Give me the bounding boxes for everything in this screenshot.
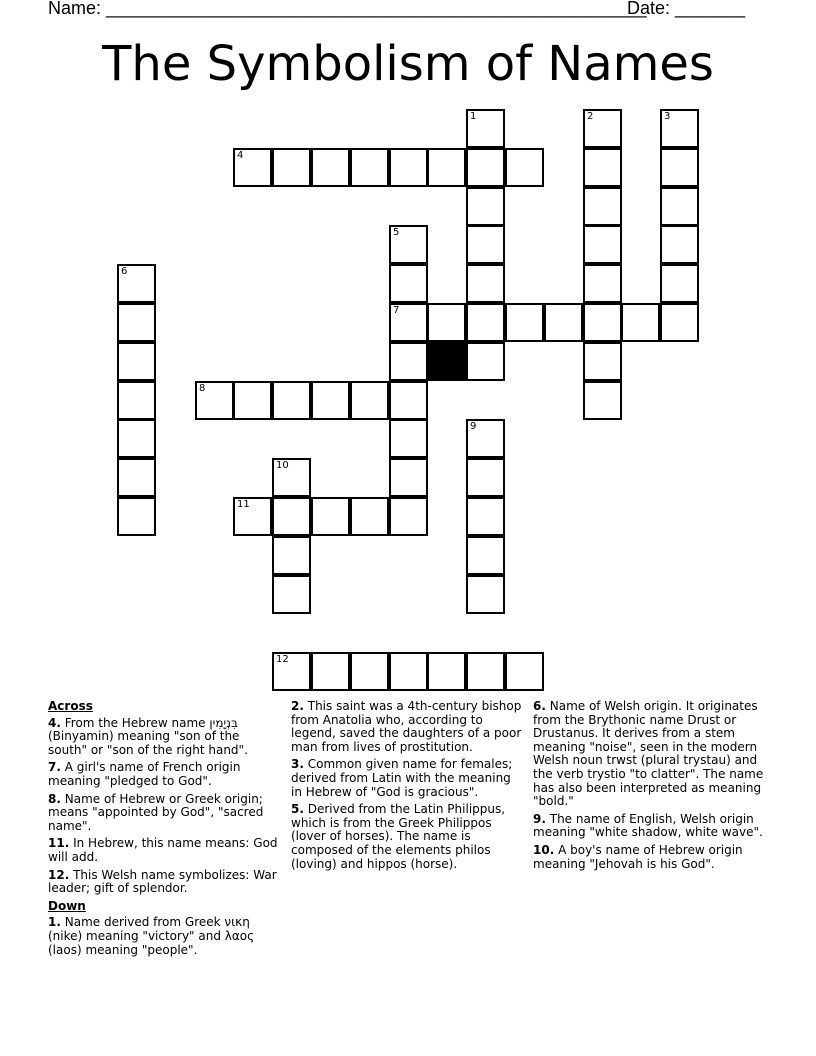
crossword-cell[interactable] xyxy=(311,652,350,691)
across-clue-list xyxy=(48,717,280,896)
clue-down-2 xyxy=(291,700,523,754)
crossword-cell[interactable] xyxy=(311,497,350,536)
crossword-cell[interactable] xyxy=(311,381,350,420)
crossword-cell[interactable] xyxy=(660,303,699,342)
clue-number: 6. xyxy=(533,699,546,713)
crossword-cell[interactable] xyxy=(233,148,272,187)
clue-number: 9. xyxy=(533,811,546,826)
clue-down-1 xyxy=(48,916,280,957)
clue-down-10 xyxy=(533,844,765,871)
crossword-cell[interactable] xyxy=(389,652,428,691)
crossword-cell[interactable] xyxy=(117,419,156,458)
clue-number: 8. xyxy=(48,791,61,806)
crossword-cell[interactable] xyxy=(117,458,156,497)
black-square xyxy=(427,342,466,381)
clue-number: 12. xyxy=(48,867,70,882)
crossword-cell[interactable] xyxy=(350,381,389,420)
crossword-cell[interactable] xyxy=(466,225,505,264)
clue-text: In Hebrew, this name means: God will add. xyxy=(48,836,278,864)
crossword-cell[interactable] xyxy=(117,303,156,342)
clue-number-label: 5 xyxy=(393,227,400,238)
crossword-cell[interactable] xyxy=(389,225,428,264)
clue-text: This Welsh name symbolizes: War leader; gift of splendor. xyxy=(48,867,277,896)
crossword-cell[interactable] xyxy=(195,381,234,420)
crossword-cell[interactable] xyxy=(427,148,466,187)
clue-down-3 xyxy=(291,758,523,799)
crossword-cell[interactable] xyxy=(389,419,428,458)
clue-across-12 xyxy=(48,869,280,896)
crossword-cell[interactable] xyxy=(272,381,311,420)
crossword-cell[interactable] xyxy=(350,497,389,536)
clue-number-label: 11 xyxy=(237,499,250,510)
crossword-cell[interactable] xyxy=(272,652,311,691)
crossword-cell[interactable] xyxy=(505,652,544,691)
crossword-cell[interactable] xyxy=(117,342,156,381)
crossword-cell[interactable] xyxy=(466,109,505,148)
crossword-cell[interactable] xyxy=(389,148,428,187)
crossword-cell[interactable] xyxy=(660,148,699,187)
clue-number: 1. xyxy=(48,915,61,930)
clue-across-7 xyxy=(48,761,280,788)
clue-text: Derived from the Latin Philippus, which is from the Greek Philippos (lover of horses). The name is composed of the elements philos (loving) and hippos (horse). xyxy=(291,802,506,871)
crossword-cell[interactable] xyxy=(117,381,156,420)
clue-down-9 xyxy=(533,813,765,840)
clue-number: 11. xyxy=(48,836,70,851)
clue-number-label: 6 xyxy=(121,266,128,277)
crossword-cell[interactable] xyxy=(389,264,428,303)
crossword-cell[interactable] xyxy=(466,497,505,536)
crossword-cell[interactable] xyxy=(583,225,622,264)
crossword-cell[interactable] xyxy=(427,303,466,342)
crossword-cell[interactable] xyxy=(505,303,544,342)
down-heading: Down xyxy=(48,898,86,913)
crossword-cell[interactable] xyxy=(660,187,699,226)
clue-down-6 xyxy=(533,700,765,809)
crossword-cell[interactable] xyxy=(660,264,699,303)
crossword-cell[interactable] xyxy=(389,458,428,497)
crossword-cell[interactable] xyxy=(660,225,699,264)
crossword-cell[interactable] xyxy=(272,536,311,575)
crossword-cell[interactable] xyxy=(389,497,428,536)
crossword-cell[interactable] xyxy=(583,109,622,148)
crossword-cell[interactable] xyxy=(583,148,622,187)
crossword-cell[interactable] xyxy=(660,109,699,148)
crossword-cell[interactable] xyxy=(466,419,505,458)
crossword-cell[interactable] xyxy=(117,497,156,536)
crossword-cell[interactable] xyxy=(272,575,311,614)
clue-across-4 xyxy=(48,717,280,758)
clue-number: 7. xyxy=(48,760,61,775)
crossword-cell[interactable] xyxy=(117,264,156,303)
crossword-cell[interactable] xyxy=(350,148,389,187)
page-title: The Symbolism of Names xyxy=(102,36,714,92)
crossword-cell[interactable] xyxy=(466,652,505,691)
crossword-cell[interactable] xyxy=(466,342,505,381)
crossword-cell[interactable] xyxy=(272,497,311,536)
crossword-cell[interactable] xyxy=(233,497,272,536)
crossword-cell[interactable] xyxy=(272,458,311,497)
clue-number-label: 3 xyxy=(664,111,671,122)
crossword-cell[interactable] xyxy=(466,458,505,497)
date-field[interactable]: Date: _______ xyxy=(627,0,746,18)
clue-across-8 xyxy=(48,793,280,834)
crossword-cell[interactable] xyxy=(427,652,466,691)
clues-column-3 xyxy=(533,700,765,875)
crossword-cell[interactable] xyxy=(583,187,622,226)
clue-text: A girl's name of French origin meaning "pledged to God". xyxy=(48,760,241,788)
clue-across-11 xyxy=(48,837,280,864)
crossword-cell[interactable] xyxy=(505,148,544,187)
clue-number: 5. xyxy=(291,802,304,817)
clue-number-label: 10 xyxy=(276,460,289,471)
crossword-cell[interactable] xyxy=(466,536,505,575)
clue-number: 10. xyxy=(533,842,555,857)
crossword-cell[interactable] xyxy=(389,303,428,342)
clue-down-5 xyxy=(291,803,523,871)
crossword-cell[interactable] xyxy=(466,264,505,303)
crossword-cell[interactable] xyxy=(233,381,272,420)
clue-text: This saint was a 4th-century bishop from Anatolia who, according to legend, saved the daughters of a poor man from lives of prostitution. xyxy=(291,699,522,754)
clue-text: Common given name for females; derived from Latin with the meaning in Hebrew of "God is gracious". xyxy=(291,757,513,799)
crossword-cell[interactable] xyxy=(466,575,505,614)
clue-text: Name derived from Greek νικη (nike) meaning "victory" and λαος (laos) meaning "people". xyxy=(48,915,255,957)
crossword-cell[interactable] xyxy=(466,148,505,187)
clue-number-label: 9 xyxy=(470,421,477,432)
crossword-cell[interactable] xyxy=(389,381,428,420)
across-heading: Across xyxy=(48,699,93,713)
clues-column-2 xyxy=(291,700,523,875)
crossword-cell[interactable] xyxy=(272,148,311,187)
clue-number-label: 1 xyxy=(470,111,477,122)
clue-text: Name of Welsh origin. It originates from the Brythonic name Drust or Drustanus. It derives from a stem meaning "noise", seen in the modern Welsh noun trwst (plural trystau) and the verb trystio "to clatter". The name has also been interpreted as meaning "bold." xyxy=(533,699,764,809)
crossword-cell[interactable] xyxy=(544,303,583,342)
crossword-cell[interactable] xyxy=(311,148,350,187)
crossword-cell[interactable] xyxy=(466,187,505,226)
clue-number: 2. xyxy=(291,699,304,713)
clue-number-label: 7 xyxy=(393,305,400,316)
crossword-cell[interactable] xyxy=(466,303,505,342)
crossword-cell[interactable] xyxy=(583,381,622,420)
name-field[interactable]: Name: ______________________________________________________ xyxy=(48,0,647,18)
clue-number-label: 2 xyxy=(587,111,594,122)
clue-number-label: 12 xyxy=(276,654,289,665)
clue-number-label: 8 xyxy=(199,383,206,394)
clue-number-label: 4 xyxy=(237,150,244,161)
crossword-cell[interactable] xyxy=(583,303,622,342)
crossword-cell[interactable] xyxy=(621,303,660,342)
crossword-cell[interactable] xyxy=(583,342,622,381)
clue-number: 4. xyxy=(48,715,61,730)
clue-text: The name of English, Welsh origin meaning "white shadow, white wave". xyxy=(533,811,763,840)
clue-text: A boy's name of Hebrew origin meaning "Jehovah is his God". xyxy=(533,842,743,871)
clue-text: Name of Hebrew or Greek origin; means "appointed by God", "sacred name". xyxy=(48,791,264,833)
crossword-cell[interactable] xyxy=(389,342,428,381)
clues-column-1 xyxy=(48,700,280,961)
crossword-cell[interactable] xyxy=(350,652,389,691)
clue-text: From the Hebrew name בִּנְיָמִין (Binyamin) meaning "son of the south" or "son of the right hand". xyxy=(48,715,248,757)
clue-number: 3. xyxy=(291,757,304,772)
crossword-cell[interactable] xyxy=(583,264,622,303)
